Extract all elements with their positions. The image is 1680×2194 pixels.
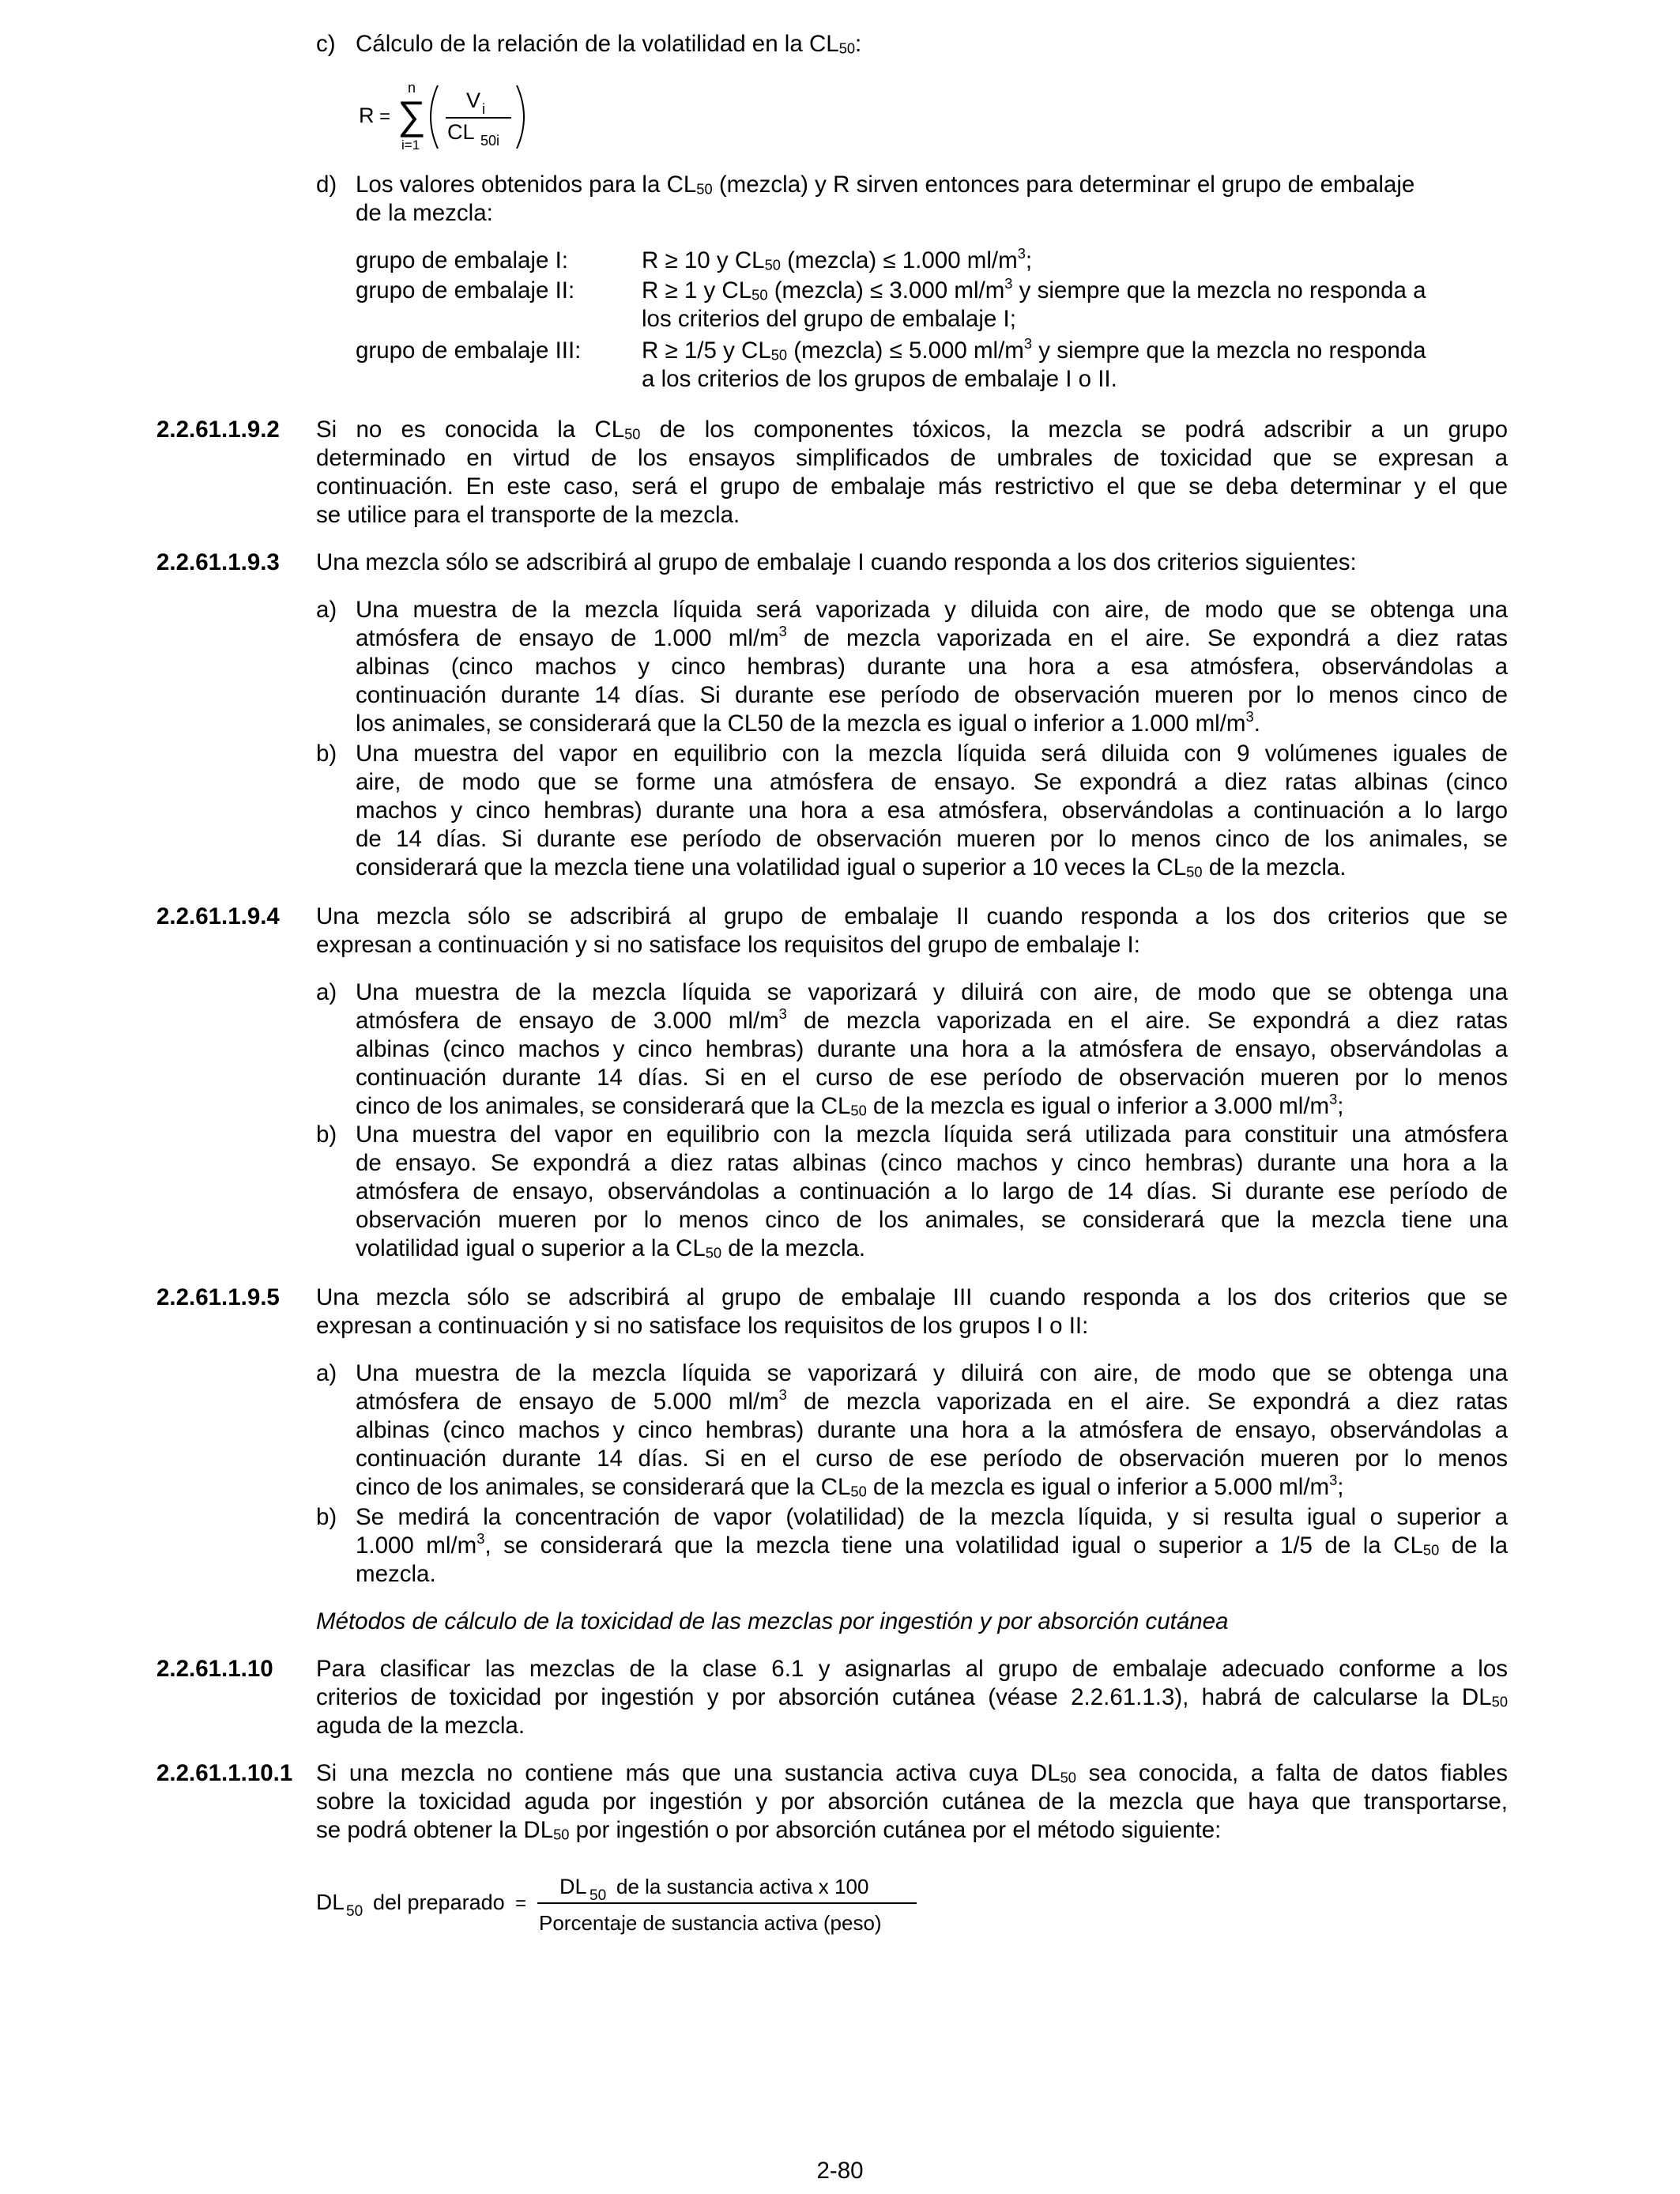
list-line: atmósfera de ensayo de 1.000 $ml/m^3$ de mezcla vaporizada en el aire. Se expondrá a diez ratas <box>356 623 1508 651</box>
paragraph-line: expresan a continuación y si no satisface los requisitos del grupo de embalaje I: <box>316 932 1140 958</box>
paragraph-line: Si no es conocida la $CL_{50}$ de los componentes tóxicos, la mezcla se podrá adscribir a un grupo <box>316 417 1509 443</box>
formula-dl-lhs: DL <box>316 1890 345 1914</box>
formula-dl-lhs-sub: 50 <box>346 1903 363 1920</box>
paragraph-line: sobre la toxicidad aguda por ingestión y por absorción cutánea de la mezcla que haya que transportarse, <box>316 1789 1508 1815</box>
list-line: continuación durante 14 días. Si durante ese período de observación mueren por lo menos cinco de <box>356 682 1508 708</box>
formula-r-rparen <box>517 85 524 149</box>
group-label-ii: grupo de embalaje II: <box>356 277 575 303</box>
list-line: 1.000 $ml/m^3$, se considerará que la mezcla tiene una volatilidad igual o superior a 1/5 de la $CL_{50}$ de la <box>356 1530 1508 1559</box>
list-line: machos y cinco hembras) durante una hora a esa atmósfera, observándolas a continuación a lo largo <box>356 797 1508 824</box>
item-b-marker: b) <box>316 741 337 767</box>
formula-dl-num-rest: de la sustancia activa x 100 <box>616 1875 869 1898</box>
list-line: aire, de modo que se forme una atmósfera de ensayo. Se expondrá a diez ratas albinas (cinco <box>356 769 1508 795</box>
group-criteria-ii-cont: los criterios del grupo de embalaje I; <box>642 306 1016 332</box>
list-line: continuación durante 14 días. Si en el curso de ese período de observación mueren por lo menos <box>356 1065 1508 1091</box>
list-line: cinco de los animales, se considerará que la $CL_{50}$ de la mezcla es igual o inferior a 3.000 $ml/m^3$; <box>356 1091 1344 1119</box>
list-line: mezcla. <box>356 1561 436 1587</box>
item-d-marker: d) <box>316 172 337 198</box>
formula-dl-num: DL <box>559 1875 587 1898</box>
list-line: atmósfera de ensayo, observándolas a continuación a lo largo de 14 días. Si durante ese período de <box>356 1178 1508 1204</box>
group-label-iii: grupo de embalaje III: <box>356 337 582 364</box>
formula-r-den-sub: 50i <box>480 133 500 149</box>
paragraph-line: Si una mezcla no contiene más que una sustancia activa cuya $DL_{50}$ sea conocida, a falta de datos fiables <box>316 1760 1509 1786</box>
formula-dl50 <box>313 1872 937 1943</box>
paragraph-line: Una mezcla sólo se adscribirá al grupo de embalaje I cuando responda a los dos criterios siguientes: <box>316 549 1357 575</box>
list-line: Una muestra de la mezcla líquida será vaporizada y diluida con aire, de modo que se obtenga una <box>356 597 1508 623</box>
section-number: 2.2.61.1.10 <box>156 1656 273 1682</box>
section-number: 2.2.61.1.9.5 <box>156 1284 280 1310</box>
formula-dl-lhs-rest: del preparado <box>373 1891 505 1914</box>
formula-dl-num-sub: 50 <box>590 1887 607 1904</box>
list-line: Una muestra de la mezcla líquida se vaporizará y diluirá con aire, de modo que se obtenga una <box>356 1360 1508 1386</box>
section-number: 2.2.61.1.9.4 <box>156 903 280 929</box>
group-criteria-i: R ≥ 10 y $CL_{50}$ (mezcla) ≤ 1.000 $ml/m^3$; <box>642 245 1033 273</box>
item-c-marker: c) <box>316 31 336 57</box>
paragraph-line: expresan a continuación y si no satisface los requisitos de los grupos I o II: <box>316 1313 1089 1339</box>
section-number: 2.2.61.1.9.3 <box>156 549 280 575</box>
paragraph-line: Una mezcla sólo se adscribirá al grupo de embalaje III cuando responda a los dos criterios que se <box>316 1284 1508 1310</box>
list-line: albinas (cinco machos y cinco hembras) durante una hora a la atmósfera de ensayo, observándolas a <box>356 1036 1508 1062</box>
list-line: de ensayo. Se expondrá a diez ratas albinas (cinco machos y cinco hembras) durante una hora a la <box>356 1150 1508 1176</box>
paragraph-line: se utilice para el transporte de la mezcla. <box>316 502 740 528</box>
list-line: Una muestra del vapor en equilibrio con la mezcla líquida será utilizada para constituir una atmósfera <box>356 1122 1508 1148</box>
list-line: Una muestra de la mezcla líquida se vaporizará y diluirá con aire, de modo que se obtenga una <box>356 979 1508 1005</box>
formula-r-lhs: R <box>359 104 375 127</box>
item-d-line1: Los valores obtenidos para la $CL_{50}$ (mezcla) y R sirven entonces para determinar el grupo de embalaje <box>356 172 1415 198</box>
list-line: Se medirá la concentración de vapor (volatilidad) de la mezcla líquida, y si resulta igual o superior a <box>356 1504 1508 1530</box>
formula-r-num: V <box>466 89 481 112</box>
paragraph-line: determinado en virtud de los ensayos simplificados de umbrales de toxicidad que se expresan a <box>316 445 1508 471</box>
paragraph-line: aguda de la mezcla. <box>316 1713 525 1739</box>
list-line: Una muestra del vapor en equilibrio con la mezcla líquida será diluida con 9 volúmenes iguales de <box>356 741 1508 767</box>
formula-r-den: CL <box>447 120 475 144</box>
list-line: los animales, se considerará que la CL50 de la mezcla es igual o inferior a 1.000 $ml/m^3$. <box>356 708 1260 737</box>
item-b-marker: b) <box>316 1504 337 1530</box>
paragraph-line: criterios de toxicidad por ingestión y por absorción cutánea (véase 2.2.61.1.3), habrá de calcularse la $DL_{50}$ <box>316 1684 1508 1710</box>
group-criteria-iii: R ≥ 1/5 y $CL_{50}$ (mezcla) ≤ 5.000 $ml/m^3$ y siempre que la mezcla no responda <box>642 335 1426 364</box>
formula-dl-eq: = <box>515 1893 527 1914</box>
section-number: 2.2.61.1.10.1 <box>156 1760 293 1786</box>
item-a-marker: a) <box>316 597 337 623</box>
paragraph-line: se podrá obtener la $DL_{50}$ por ingestión o por absorción cutánea por el método siguiente: <box>316 1817 1222 1843</box>
list-line: considerará que la mezcla tiene una volatilidad igual o superior a 10 veces la $CL_{50}$ de la mezcla. <box>356 854 1347 880</box>
formula-r-i1: i=1 <box>401 138 420 153</box>
list-line: volatilidad igual o superior a la $CL_{50}$ de la mezcla. <box>356 1235 866 1261</box>
group-criteria-ii: R ≥ 1 y $CL_{50}$ (mezcla) ≤ 3.000 $ml/m^3$ y siempre que la mezcla no responda a <box>642 275 1426 303</box>
list-line: atmósfera de ensayo de 3.000 $ml/m^3$ de mezcla vaporizada en el aire. Se expondrá a diez ratas <box>356 1005 1508 1034</box>
list-line: albinas (cinco machos y cinco hembras) durante una hora a esa atmósfera, observándolas a <box>356 654 1508 680</box>
item-d-line2: de la mezcla: <box>356 200 493 226</box>
item-b-marker: b) <box>316 1122 337 1148</box>
formula-r-sigma: ∑ <box>397 93 426 138</box>
section-number: 2.2.61.1.9.2 <box>156 417 280 443</box>
item-a-marker: a) <box>316 979 337 1005</box>
group-label-i: grupo de embalaje I: <box>356 247 568 273</box>
list-line: continuación durante 14 días. Si en el curso de ese período de observación mueren por lo menos <box>356 1446 1508 1472</box>
list-line: cinco de los animales, se considerará que la $CL_{50}$ de la mezcla es igual o inferior a 5.000 $ml/m^3$; <box>356 1472 1344 1500</box>
formula-r-num-sub: i <box>482 101 485 117</box>
list-line: observación mueren por lo menos cinco de los animales, se considerará que la mezcla tiene una <box>356 1207 1508 1233</box>
list-line: de 14 días. Si durante ese período de observación mueren por lo menos cinco de los animales, se <box>356 826 1508 852</box>
list-line: albinas (cinco machos y cinco hembras) durante una hora a la atmósfera de ensayo, observándolas a <box>356 1417 1508 1443</box>
item-c-text: Cálculo de la relación de la volatilidad en la $CL_{50}$: <box>356 31 862 57</box>
item-a-marker: a) <box>316 1360 337 1386</box>
formula-dl-den: Porcentaje de sustancia activa (peso) <box>539 1911 882 1935</box>
section-heading: Métodos de cálculo de la toxicidad de las mezclas por ingestión y por absorción cutánea <box>316 1608 1229 1634</box>
paragraph-line: Una mezcla sólo se adscribirá al grupo de embalaje II cuando responda a los dos criterios que se <box>316 903 1508 929</box>
list-line: atmósfera de ensayo de 5.000 $ml/m^3$ de mezcla vaporizada en el aire. Se expondrá a diez ratas <box>356 1386 1508 1415</box>
paragraph-line: continuación. En este caso, será el grupo de embalaje más restrictivo el que se deba determinar y el que <box>316 473 1508 499</box>
formula-r-lparen <box>431 85 438 149</box>
page-number: 2-80 <box>816 2158 864 2184</box>
group-criteria-iii-cont: a los criterios de los grupos de embalaje I o II. <box>642 366 1117 392</box>
formula-r-eq: = <box>379 106 391 127</box>
paragraph-line: Para clasificar las mezclas de la clase 6.1 y asignarlas al grupo de embalaje adecuado conforme a los <box>316 1656 1508 1682</box>
formula-r-n: n <box>408 80 416 96</box>
formula-r <box>348 79 537 158</box>
